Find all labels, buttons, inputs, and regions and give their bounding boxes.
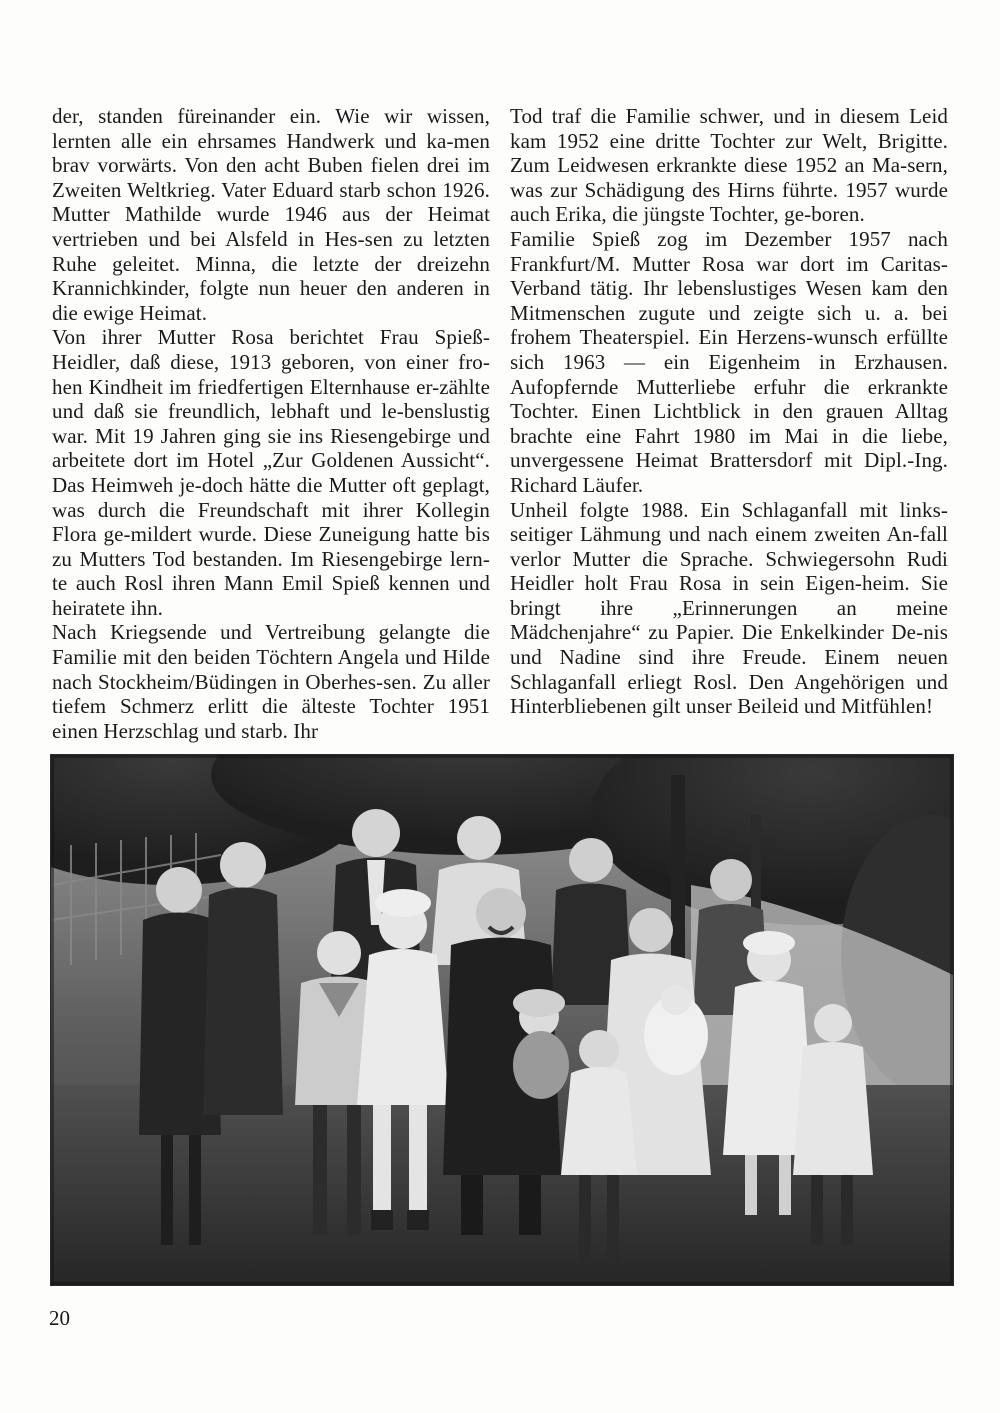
paragraph-family-history: der, standen füreinander ein. Wie wir wissen, lernten alle ein ehrsames Handwerk und ka-men brav vorwärts. Von den acht Buben fielen drei im Zweiten Weltkrieg. Vater Eduard starb schon 1926. Mutter Mathilde wurde 1946 aus der Heimat vertrieben und bei Alsfeld in Hes-sen zu letzten Ruhe geleitet. Minna, die letzte der dreizehn Krannichkinder, folgte nun heuer den anderen in die ewige Heimat. [52, 104, 490, 325]
paragraph-illness: Unheil folgte 1988. Ein Schlaganfall mit links-seitiger Lähmung und nach einem zweiten An-fall verlor Mutter die Sprache. Schwiegersohn Rudi Heidler holt Frau Rosa in sein Eigen-heim. Sie bringt ihre „Erinnerungen an meine Mädchenjahre“ zu Papier. Die Enkelkinder De-nis und Nadine sind ihre Freude. Einem neuen Schlaganfall erliegt Rosl. Den Angehörigen und Hinterbliebenen gilt unser Beileid und Mitfühlen! [510, 497, 948, 719]
left-text-column [52, 104, 490, 743]
right-text-column [510, 104, 948, 719]
paragraph-mother-rosa: Von ihrer Mutter Rosa berichtet Frau Spieß-Heidler, daß diese, 1913 geboren, von einer fro-hen Kindheit im friedfertigen Elternhause er-zählte und daß sie freundlich, lebhaft und le-benslustig war. Mit 19 Jahren ging sie ins Riesengebirge und arbeitete dort im Hotel „Zur Goldenen Aussicht“. Das Heimweh je-doch hätte die Mutter oft geplagt, was durch die Freundschaft mit ihrer Kollegin Flora ge-mildert wurde. Diese Zuneigung hatte bis zu Mutters Tod bestanden. Im Riesengebirge lern-te auch Rosl ihren Mann Emil Spieß kennen und heiratete ihn. [52, 325, 490, 620]
baby-on-lap [513, 989, 569, 1099]
family-photo-illustration [51, 755, 953, 1285]
paragraph-daughters: Tod traf die Familie schwer, und in diesem Leid kam 1952 eine dritte Tochter zur Welt, Brigitte. Zum Leidwesen erkrankte diese 1952 an Ma-sern, was zur Schädigung des Hirns führte. 1957 wurde auch Erika, die jüngste Tochter, ge-boren. [510, 104, 948, 227]
paragraph-after-war: Nach Kriegsende und Vertreibung gelangte die Familie mit den beiden Töchtern Angela und Hilde nach Stockheim/Büdingen in Oberhes-sen. Zu aller tiefem Schmerz erlitt die älteste Tochter 1951 einen Herzschlag und starb. Ihr [52, 620, 490, 743]
page-number: 20 [49, 1306, 70, 1330]
family-group-photo [50, 754, 954, 1286]
paragraph-frankfurt: Familie Spieß zog im Dezember 1957 nach Frankfurt/M. Mutter Rosa war dort im Caritas-Verband tätig. Ihr lebenslustiges Wesen kam den Mitmenschen zugute und zeigte sich u. a. bei frohem Theaterspiel. Ein Herzens-wunsch erfüllte sich 1963 — ein Eigenheim in Erzhausen. Aufopfernde Mutterliebe erfuhr die erkrankte Tochter. Einen Lichtblick in den grauen Alltag brachte eine Fahrt 1980 im Mai in die liebe, unvergessene Heimat Brattersdorf mit Dipl.-Ing. Richard Läufer. [510, 226, 948, 497]
